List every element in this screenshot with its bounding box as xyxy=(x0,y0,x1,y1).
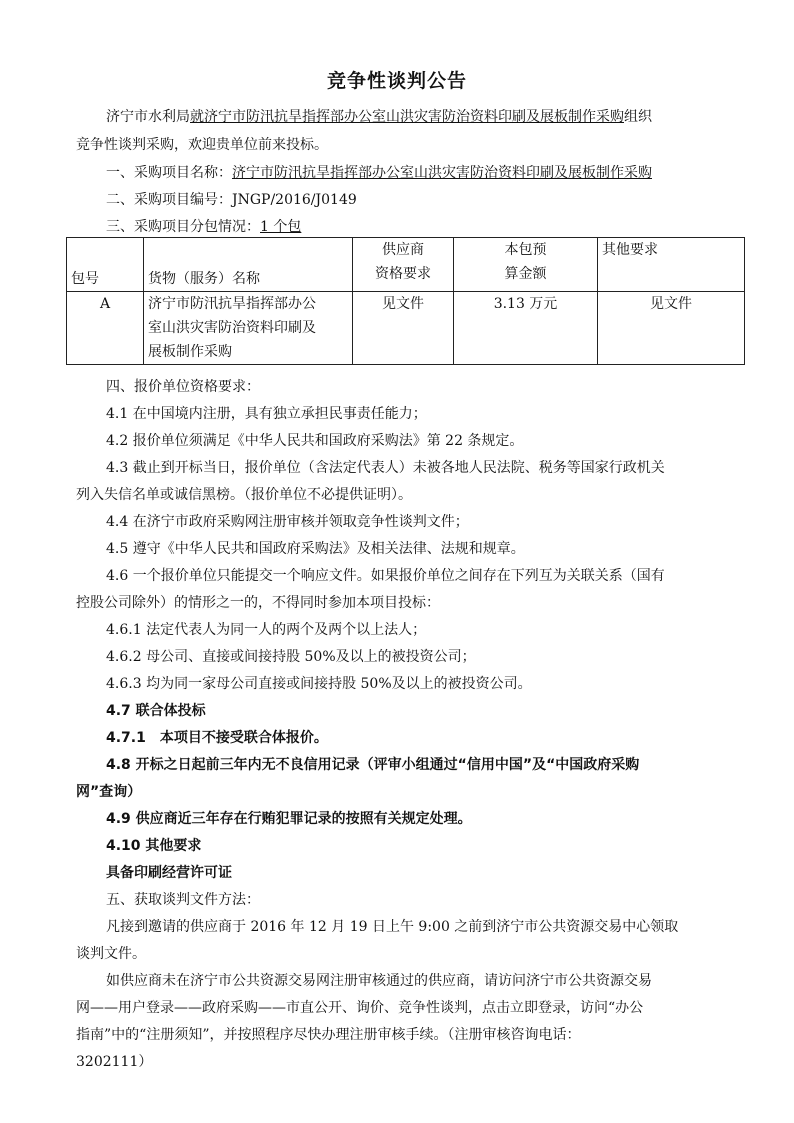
s5-p2-line-2: 网——用户登录——政府采购——市直公开、询价、竞争性谈判，点击立即登录，访问“办公 xyxy=(76,1000,644,1016)
intro-project-link: 就济宁市防汛抗旱指挥部办公室山洪灾害防治资料印刷及展板制作采购 xyxy=(190,109,624,125)
clause-4-3-line-1: 4.3 截止到开标当日，报价单位（含法定代表人）未被各地人民法院、税务等国家行政机关 xyxy=(106,460,665,476)
clause-4-8-line-2: 网”查询） xyxy=(76,784,142,800)
package-table xyxy=(66,237,745,365)
project-packages-label: 三、采购项目分包情况： xyxy=(106,219,260,235)
cell-goods-line-3: 展板制作采购 xyxy=(148,344,232,360)
table-header-row xyxy=(67,238,745,292)
clause-4-6-line-1: 4.6 一个报价单位只能提交一个响应文件。如果报价单位之间存在下列互为关联关系（国有 xyxy=(106,568,665,584)
project-packages-value: 1 个包 xyxy=(260,219,302,235)
table-row xyxy=(67,292,745,365)
header-pkg: 包号 xyxy=(67,238,144,292)
cell-goods xyxy=(144,292,353,365)
cell-other: 见文件 xyxy=(598,292,745,365)
clause-4-3-line-2: 列入失信名单或诚信黑榜。（报价单位不必提供证明）。 xyxy=(76,487,412,503)
intro-agency: 济宁市水利局 xyxy=(106,109,190,125)
page-title: 竞争性谈判公告 xyxy=(326,70,467,92)
header-other: 其他要求 xyxy=(598,238,745,292)
header-budget-1: 本包预 xyxy=(504,242,547,258)
clause-4-10: 4.10 其他要求 xyxy=(106,838,202,854)
project-packages xyxy=(106,217,746,237)
section-4-heading: 四、报价单位资格要求： xyxy=(106,379,260,395)
header-qualification xyxy=(353,238,454,292)
cell-budget: 3.13 万元 xyxy=(454,292,598,365)
s5-p2-line-3: 指南”中的“注册须知”，并按照程序尽快办理注册审核手续。（注册审核咨询电话： xyxy=(76,1027,581,1043)
header-qualification-2: 资格要求 xyxy=(375,266,431,282)
clause-4-2: 4.2 报价单位须满足《中华人民共和国政府采购法》第 22 条规定。 xyxy=(106,433,524,449)
clause-4-9: 4.9 供应商近三年存在行贿犯罪记录的按照有关规定处理。 xyxy=(106,811,472,827)
cell-pkg: A xyxy=(67,292,144,365)
clause-4-6-3: 4.6.3 均为同一家母公司直接或间接持股 50%及以上的被投资公司。 xyxy=(106,676,532,692)
clause-4-10-text: 具备印刷经营许可证 xyxy=(106,865,232,881)
intro-line-2: 竞争性谈判采购，欢迎贵单位前来投标。 xyxy=(76,137,328,153)
header-qualification-1: 供应商 xyxy=(382,242,424,258)
clause-4-1: 4.1 在中国境内注册，具有独立承担民事责任能力； xyxy=(106,406,427,422)
project-number: 二、采购项目编号：JNGP/2016/J0149 xyxy=(106,192,357,208)
clause-4-6-line-2: 控股公司除外）的情形之一的，不得同时参加本项目投标： xyxy=(76,595,440,611)
project-name xyxy=(106,163,746,183)
s5-p1-line-2: 谈判文件。 xyxy=(76,946,146,962)
clause-4-6-1: 4.6.1 法定代表人为同一人的两个及两个以上法人； xyxy=(106,622,427,638)
project-name-label: 一、采购项目名称： xyxy=(106,165,232,181)
clause-4-8-line-1: 4.8 开标之日起前三年内无不良信用记录（评审小组通过“信用中国”及“中国政府采购 xyxy=(106,757,640,773)
cell-qualification: 见文件 xyxy=(353,292,454,365)
section-5-heading: 五、获取谈判文件方法： xyxy=(106,892,260,908)
clause-4-7-1: 4.7.1 本项目不接受联合体报价。 xyxy=(106,730,328,746)
header-budget-2: 算金额 xyxy=(504,266,547,282)
clause-4-6-2: 4.6.2 母公司、直接或间接持股 50%及以上的被投资公司； xyxy=(106,649,476,665)
header-budget xyxy=(454,238,598,292)
cell-goods-line-1: 济宁市防汛抗旱指挥部办公 xyxy=(148,296,316,312)
project-name-value: 济宁市防汛抗旱指挥部办公室山洪灾害防治资料印刷及展板制作采购 xyxy=(232,165,652,181)
clause-4-5: 4.5 遵守《中华人民共和国政府采购法》及相关法律、法规和规章。 xyxy=(106,541,525,557)
s5-p2-line-4: 3202111） xyxy=(76,1054,153,1070)
s5-p1-line-1: 凡接到邀请的供应商于 2016 年 12 月 19 日上午 9:00 之前到济宁市公共资源交易中心领取 xyxy=(106,919,679,935)
s5-p2-line-1: 如供应商未在济宁市公共资源交易网注册审核通过的供应商，请访问济宁市公共资源交易 xyxy=(106,973,652,989)
intro-line-1 xyxy=(106,107,746,127)
header-goods: 货物（服务）名称 xyxy=(144,238,353,292)
intro-suffix: 组织 xyxy=(624,109,652,125)
clause-4-7: 4.7 联合体投标 xyxy=(106,703,206,719)
clause-4-4: 4.4 在济宁市政府采购网注册审核并领取竞争性谈判文件； xyxy=(106,514,469,530)
cell-goods-line-2: 室山洪灾害防治资料印刷及 xyxy=(148,320,316,336)
